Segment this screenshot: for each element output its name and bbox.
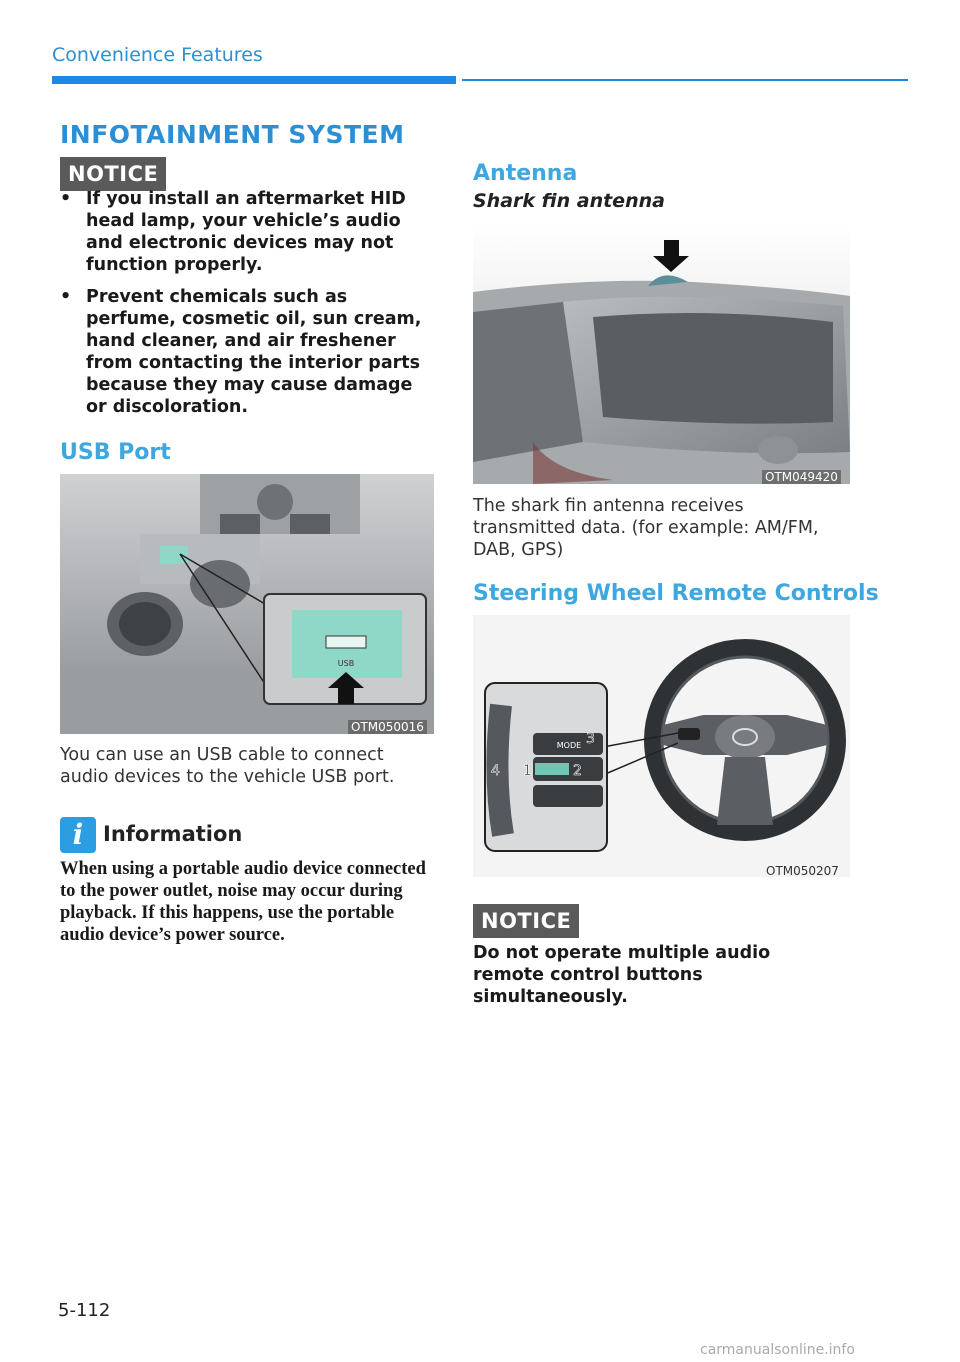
header-rule-thin	[462, 79, 908, 81]
information-body: When using a portable audio device connected to the power outlet, noise may occur during playback. If this happens, use the portable audio device’s power source.	[60, 859, 426, 945]
section-header: Convenience Features	[52, 44, 263, 66]
callout-3: 3	[586, 731, 595, 747]
usb-port-label: USB	[337, 659, 355, 668]
notice-badge-2: NOTICE	[473, 904, 579, 938]
mode-button-label: MODE	[556, 741, 582, 750]
notice-item: • If you install an aftermarket HID head lamp, your vehicle’s audio and electronic devices may not function properly.	[60, 188, 432, 276]
steering-heading: Steering Wheel Remote Controls	[473, 581, 879, 606]
antenna-heading: Antenna	[473, 161, 578, 186]
watermark: carmanualsonline.info	[700, 1342, 855, 1358]
header-rule-thick	[52, 76, 456, 84]
notice-list	[60, 188, 432, 428]
antenna-subheading: Shark fin antenna	[473, 190, 665, 212]
page-title: INFOTAINMENT SYSTEM	[60, 120, 405, 149]
notice-badge: NOTICE	[60, 157, 166, 191]
page-number: 5-112	[58, 1300, 111, 1321]
antenna-image-code: OTM049420	[762, 470, 841, 484]
notice-item: • Prevent chemicals such as perfume, cosmetic oil, sun cream, hand cleaner, and air freshener from contacting the interior parts because they may cause damage or discoloration.	[60, 286, 432, 418]
callout-1: 1	[523, 763, 532, 779]
steering-wheel-image	[473, 615, 850, 877]
usb-heading: USB Port	[60, 440, 171, 465]
callout-2: 2	[573, 763, 582, 779]
information-title: Information	[103, 822, 243, 846]
steering-image-code: OTM050207	[766, 864, 839, 878]
antenna-description: The shark fin antenna receives transmitted data. (for example: AM/FM, DAB, GPS)	[473, 496, 819, 560]
info-icon: i	[60, 817, 96, 853]
callout-4: 4	[491, 763, 500, 779]
usb-port-image	[60, 474, 434, 734]
shark-fin-antenna-image	[473, 222, 850, 484]
notice-2-text: Do not operate multiple audio remote control buttons simultaneously.	[473, 943, 771, 1007]
usb-description: You can use an USB cable to connect audio devices to the vehicle USB port.	[60, 745, 395, 787]
usb-image-code: OTM050016	[348, 720, 427, 734]
